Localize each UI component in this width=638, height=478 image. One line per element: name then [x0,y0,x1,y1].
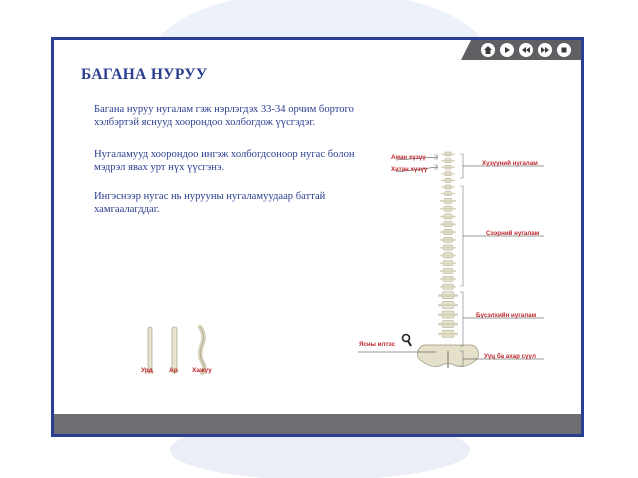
vertebra-process [440,223,456,225]
paragraph-1: Багана нуруу нугалам гэж нэрлэгдэх 33-34 орчим бортого хэлбэртэй яснууд хоорондоо холбогдож үүсгэдэг. [94,104,354,129]
view-label-back: Ар [169,367,178,374]
vertebra-process [438,323,458,325]
vertebra-process [440,216,456,218]
vertebra-process [441,186,455,187]
rewind-icon [521,45,531,55]
vertebra-process [438,313,458,315]
view-label-front: Урд [141,367,153,374]
vertebra-process [440,247,456,249]
label-pelvis: Ясны илтэс [359,341,396,348]
label-cervical: Хүзүүний нугалам [482,160,538,167]
vertebra-process [440,262,456,264]
home-icon [483,45,493,55]
vertebra-process [440,239,456,241]
vertebra-process [438,304,458,306]
paragraph-3: Ингэснээр нугас нь нурууны нугаламуудаар баттай хамгаалагддаг. [94,191,326,216]
vertebra-process [441,173,455,174]
stop-icon [559,45,569,55]
view-label-side: Хажуу [192,367,212,374]
vertebra-process [440,286,456,288]
vertebra-process [441,167,455,168]
vertebral-column [438,152,458,337]
label-thoracic: Сээрний нугалам [486,230,540,237]
slide-title: БАГАНА НУРУУ [81,66,208,83]
vertebra-process [441,160,455,161]
vertebra-process [441,193,455,194]
play-icon [502,45,512,55]
label-atlas: Аман хүзүү [391,154,426,161]
label-sacrum: Уүц ба ахар сүүл [484,353,536,360]
bottom-bar [54,414,581,434]
vertebra-process [441,180,455,181]
vertebra-process [440,255,456,257]
spine-views-illustration [140,325,222,385]
fast-forward-icon [540,45,550,55]
rewind-button[interactable] [519,43,533,57]
vertebra-process [440,200,456,202]
next-button[interactable] [500,43,514,57]
paragraph-2: Нугаламууд хоорондоо ингэж холбогдсоноор нугас болон мэдрэл явах урт нүх үүсгэнэ. [94,149,355,174]
player-controls [461,40,581,60]
slide-frame [51,37,584,437]
vertebra-process [438,333,458,335]
label-lumbar: Бүсэлхийн нугалам [476,312,537,319]
vertebra-process [438,294,458,296]
vertebra-process [441,153,455,154]
vertebra-process [440,270,456,272]
vertebra-process [440,208,456,210]
fast-forward-button[interactable] [538,43,552,57]
stop-button[interactable] [557,43,571,57]
home-button[interactable] [481,43,495,57]
label-axis: Хатан хүзүү [391,166,428,173]
vertebra-process [440,231,456,233]
vertebra-process [440,278,456,280]
magnifier-icon[interactable] [403,335,412,347]
